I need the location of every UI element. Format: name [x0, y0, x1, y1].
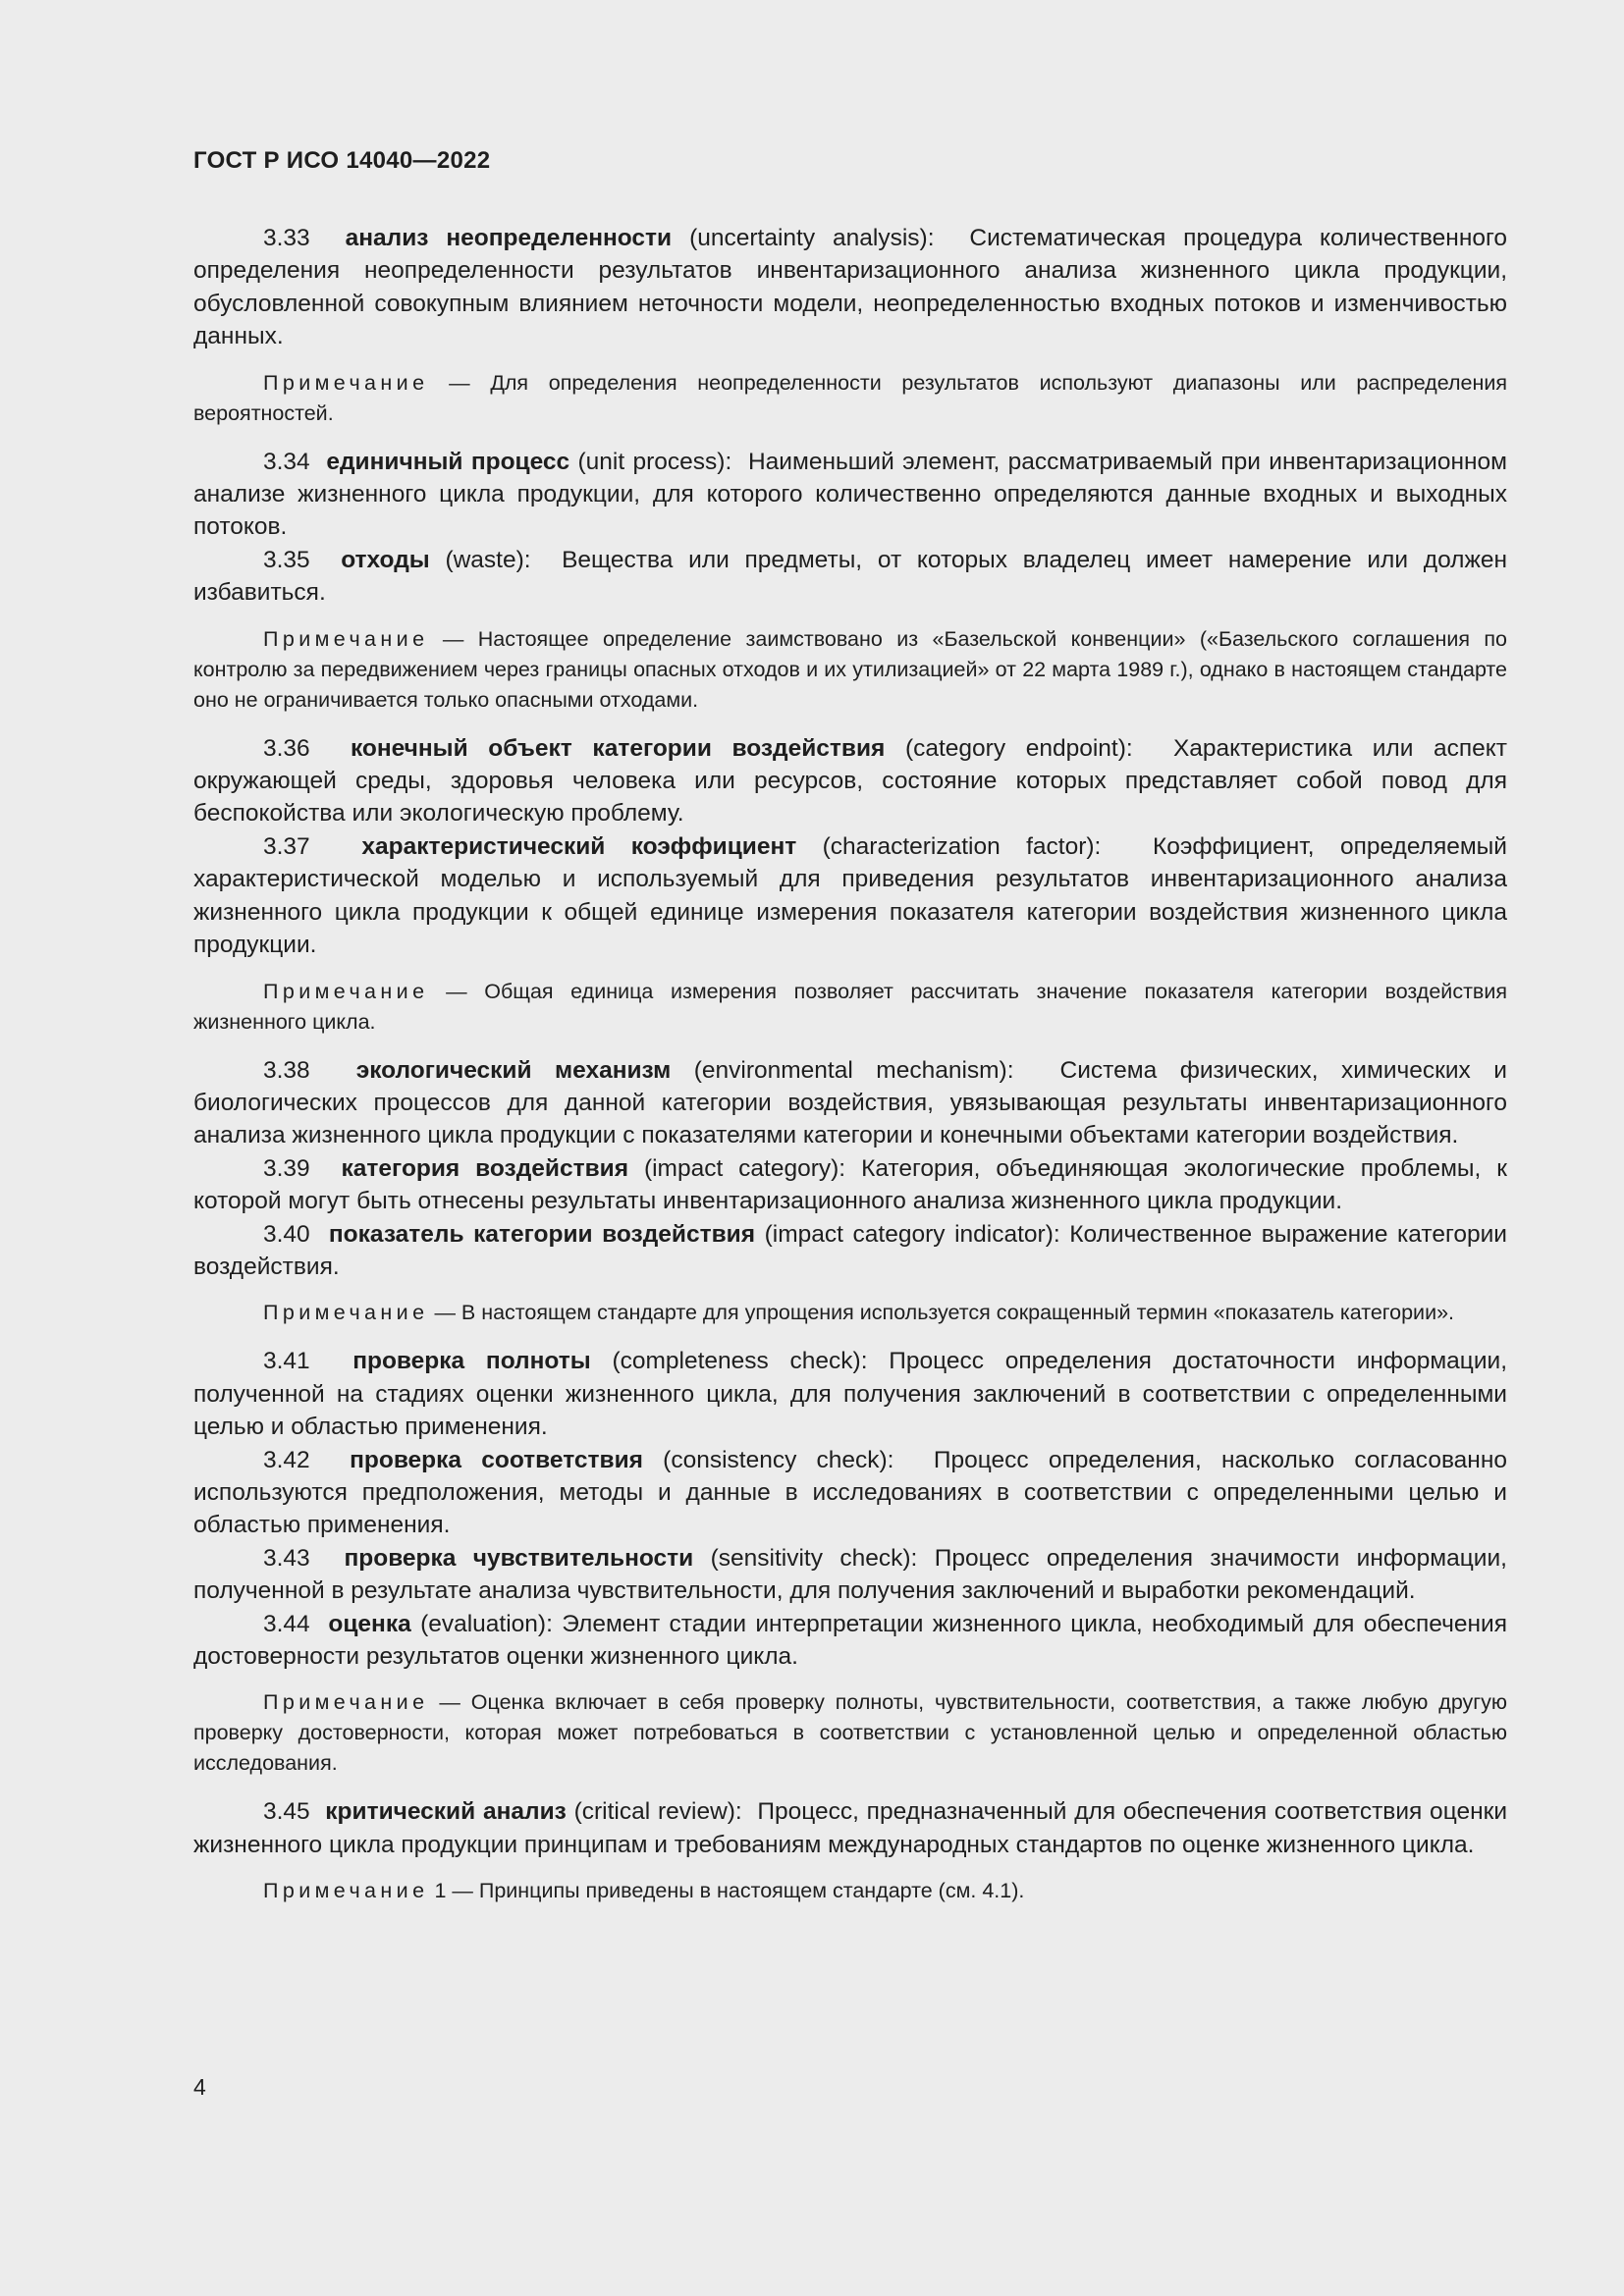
term-3-34 [193, 446, 1507, 544]
page-number: 4 [193, 2074, 206, 2100]
term-english: (impact category): [643, 1154, 846, 1182]
note-label: Примечание [263, 1879, 429, 1903]
term-number: 3.42 [263, 1446, 310, 1473]
term-english: (unit process): [577, 448, 732, 475]
term-number: 3.37 [263, 832, 310, 860]
term-english: (sensitivity check): [710, 1544, 918, 1572]
term-english: (critical review): [573, 1798, 742, 1826]
term-name: конечный объект категории воздействия [350, 734, 886, 762]
term-3-35 [193, 544, 1507, 610]
term-definition: Система физических, химических и биологических процессов для данной категории воздействия, увязывающая результаты инвентаризационного анализа жизненного цикла продукции с показателями категории и конечными объектами категории воздействия. [193, 1056, 1507, 1149]
term-number: 3.45 [263, 1798, 310, 1826]
term-english: (evaluation): [420, 1610, 553, 1637]
term-name: проверка полноты [352, 1348, 591, 1375]
term-3-42 [193, 1444, 1507, 1542]
note-3-44 [193, 1687, 1507, 1779]
note-label: Примечание [263, 1690, 429, 1715]
note-label: Примечание [263, 979, 429, 1003]
term-3-41 [193, 1345, 1507, 1443]
term-english: (consistency check): [663, 1446, 894, 1473]
term-name: категория воздействия [341, 1154, 628, 1182]
term-number: 3.41 [263, 1348, 310, 1375]
term-name: проверка соответствия [350, 1446, 643, 1473]
term-3-37 [193, 830, 1507, 962]
term-number: 3.36 [263, 734, 310, 762]
term-english: (characterization factor): [822, 832, 1102, 860]
term-number: 3.44 [263, 1610, 310, 1637]
term-name: экологический механизм [355, 1056, 672, 1084]
term-definition: Характеристика или аспект окружающей среды, здоровья человека или ресурсов, состояние которых представляет собой повод для беспокойства или экологическую проблему. [193, 734, 1507, 828]
note-3-40 [193, 1298, 1507, 1328]
term-definition: Элемент стадии интерпретации жизненного цикла, необходимый для обеспечения достоверности результатов оценки жизненного цикла. [193, 1610, 1507, 1670]
term-3-43 [193, 1542, 1507, 1608]
note-text: — Принципы приведены в настоящем стандарте (см. 4.1). [452, 1879, 1025, 1903]
term-3-39 [193, 1152, 1507, 1218]
term-english: (uncertainty analysis): [689, 225, 935, 251]
term-name: проверка чувствительности [344, 1544, 694, 1572]
term-3-44 [193, 1608, 1507, 1674]
term-name: отходы [341, 546, 430, 573]
page-header: ГОСТ Р ИСО 14040—2022 [193, 147, 491, 174]
note-text: — Настоящее определение заимствовано из «Базельской конвенции» («Базельского соглашения по контролю за передвижением через границы опасных отходов и их утилизацией» от 22 марта 1989 г.), однако в настоящем стандарте оно не ограничивается только опасными отходами. [193, 626, 1507, 712]
term-definition: Вещества или предметы, от которых владелец имеет намерение или должен избавиться. [193, 546, 1507, 607]
term-english: (category endpoint): [904, 734, 1133, 762]
term-number: 3.38 [263, 1056, 310, 1084]
term-3-45 [193, 1795, 1507, 1861]
term-english: (impact category indicator): [764, 1220, 1060, 1248]
term-3-36 [193, 732, 1507, 830]
term-english: (environmental mechanism): [693, 1056, 1014, 1084]
term-3-40 [193, 1218, 1507, 1284]
term-number: 3.34 [263, 448, 310, 475]
term-number: 3.39 [263, 1154, 310, 1182]
term-number: 3.35 [263, 546, 310, 573]
term-number: 3.33 [263, 225, 310, 251]
note-3-37 [193, 977, 1507, 1038]
note-3-33 [193, 368, 1507, 429]
term-name: оценка [328, 1610, 411, 1637]
term-number: 3.43 [263, 1544, 310, 1572]
term-definition: Коэффициент, определяемый характеристической моделью и используемый для приведения результатов инвентаризационного анализа жизненного цикла продукции к общей единице измерения показателя категории воздействия жизненного цикла продукции. [193, 832, 1507, 959]
term-definition: Процесс определения достаточности информации, полученной на стадиях оценки жизненного цикла, для получения заключений в соответствии с определенными целью и областью применения. [193, 1348, 1508, 1441]
term-definition: Процесс определения, насколько согласованно используются предположения, методы и данные в исследованиях в соответствии с определенными целью и областью применения. [193, 1446, 1507, 1539]
note-text: — Для определения неопределенности результатов используют диапазоны или распределения вероятностей. [193, 370, 1507, 425]
term-3-38 [193, 1054, 1507, 1152]
note-3-35 [193, 624, 1507, 716]
term-name: показатель категории воздействия [328, 1220, 756, 1248]
note-3-45 [193, 1876, 1507, 1906]
term-name: критический анализ [325, 1798, 567, 1826]
note-text: — Оценка включает в себя проверку полноты, чувствительности, соответствия, а также любую другую проверку достоверности, которая может потребоваться в соответствии с установленной целью и определенной областью исследования. [193, 1690, 1507, 1776]
term-3-33 [193, 222, 1507, 353]
term-definition: Систематическая процедура количественного определения неопределенности результатов инвентаризационного анализа жизненного цикла продукции, обусловленной совокупным влиянием неточности модели, неопределенностью входных потоков и изменчивостью данных. [193, 225, 1508, 350]
term-definition: Процесс, предназначенный для обеспечения соответствия оценки жизненного цикла продукции принципам и требованиям международных стандартов по оценке жизненного цикла. [193, 1798, 1508, 1858]
page-content [193, 222, 1507, 1906]
term-definition: Количественное выражение категории воздействия. [193, 1220, 1507, 1280]
note-number: 1 [434, 1879, 447, 1903]
note-label: Примечание [263, 626, 429, 651]
term-definition: Процесс определения значимости информации, полученной в результате анализа чувствительности, для получения заключений и выработки рекомендаций. [193, 1544, 1507, 1605]
term-number: 3.40 [263, 1220, 310, 1248]
term-english: (waste): [445, 546, 531, 573]
term-name: характеристический коэффициент [361, 832, 797, 860]
note-label: Примечание [263, 1301, 429, 1325]
term-definition: Категория, объединяющая экологические проблемы, к которой могут быть отнесены результаты инвентаризационного анализа жизненного цикла продукции. [193, 1154, 1507, 1215]
term-name: единичный процесс [326, 448, 570, 475]
note-text: — Общая единица измерения позволяет рассчитать значение показателя категории воздействия жизненного цикла. [193, 979, 1507, 1034]
note-label: Примечание [263, 370, 429, 395]
term-name: анализ неопределенности [345, 225, 673, 251]
term-definition: Наименьший элемент, рассматриваемый при инвентаризационном анализе жизненного цикла продукции, для которого количественно определяются данные входных и выходных потоков. [193, 448, 1507, 541]
note-text: — В настоящем стандарте для упрощения используется сокращенный термин «показатель категории». [434, 1301, 1455, 1325]
term-english: (completeness check): [612, 1348, 868, 1375]
